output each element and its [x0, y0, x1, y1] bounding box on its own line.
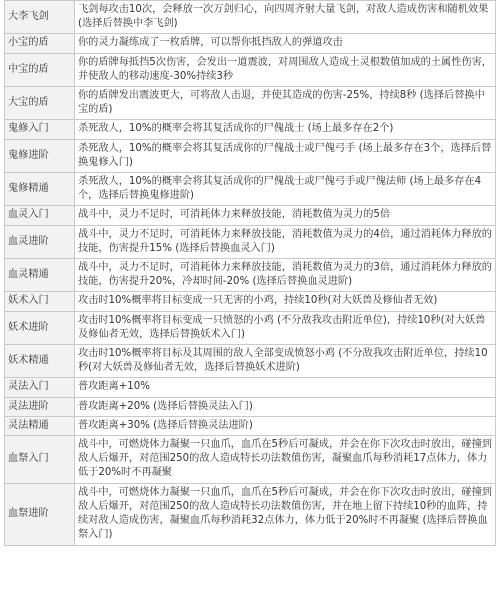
table-row [5, 34, 496, 53]
skill-description: 你的灵力凝练成了一枚盾牌，可以帮你抵挡敌人的弹道攻击 [75, 34, 496, 53]
skill-name: 灵法入门 [5, 378, 75, 397]
skill-description: 飞剑每攻击10次，会释放一次万剑归心，向四周齐射大量飞剑，对敌人造成伤害和随机效果 (选择后替换中李飞剑) [75, 1, 496, 34]
table-row [5, 436, 496, 484]
skill-description: 你的盾牌每抵挡5次伤害，会发出一道震波，对周围敌人造成土灵根数值加成的土属性伤害，并使敌人的移动速度-30%持续3秒 [75, 53, 496, 86]
skill-name: 妖术入门 [5, 292, 75, 311]
skill-name: 大宝的盾 [5, 87, 75, 120]
table-row [5, 87, 496, 120]
skill-name: 妖术精通 [5, 345, 75, 378]
skill-name: 血祭进阶 [5, 483, 75, 545]
table-row [5, 378, 496, 397]
skill-description: 攻击时10%概率将目标变成一只愤怒的小鸡 (不分敌我攻击附近单位)，持续10秒(对大妖兽及修仙者无效，选择后替换妖术入门) [75, 311, 496, 344]
skill-name: 妖术进阶 [5, 311, 75, 344]
skill-name: 灵法精通 [5, 416, 75, 435]
table-row [5, 225, 496, 258]
skill-description: 普攻距离+30% (选择后替换灵法进阶) [75, 416, 496, 435]
skill-description: 杀死敌人，10%的概率会将其复活成你的尸傀战士或尸傀弓手或尸傀法师 (场上最多存在4个，选择后替换鬼修进阶) [75, 173, 496, 206]
skill-name: 血祭入门 [5, 436, 75, 484]
skill-name: 中宝的盾 [5, 53, 75, 86]
skill-name: 血灵进阶 [5, 225, 75, 258]
skill-description: 普攻距离+10% [75, 378, 496, 397]
skill-name: 灵法进阶 [5, 397, 75, 416]
skill-description: 攻击时10%概率将目标及其周围的敌人全部变成愤怒小鸡 (不分敌我攻击附近单位，持续10秒(对大妖兽及修仙者无效，选择后替换妖术进阶) [75, 345, 496, 378]
table-row [5, 53, 496, 86]
skill-description: 战斗中，灵力不足时，可消耗体力来释放技能，消耗数值为灵力的5倍 [75, 206, 496, 225]
table-row [5, 1, 496, 34]
skill-description: 普攻距离+20% (选择后替换灵法入门) [75, 397, 496, 416]
skill-name: 小宝的盾 [5, 34, 75, 53]
skill-name: 大李飞剑 [5, 1, 75, 34]
table-row [5, 259, 496, 292]
skill-description: 战斗中，可燃烧体力凝聚一只血爪，血爪在5秒后可凝成，并会在你下次攻击时放出，碰撞到敌人后爆开，对范围250的敌人造成特长功法数值伤害，凝聚血爪每秒消耗17点体力，体力低于20%时不再凝聚 [75, 436, 496, 484]
skill-description: 攻击时10%概率将目标变成一只无害的小鸡，持续10秒(对大妖兽及修仙者无效) [75, 292, 496, 311]
skill-name: 血灵入门 [5, 206, 75, 225]
skill-name: 鬼修精通 [5, 173, 75, 206]
skill-description: 杀死敌人，10%的概率会将其复活成你的尸傀战士 (场上最多存在2个) [75, 120, 496, 139]
skill-description: 战斗中，灵力不足时，可消耗体力来释放技能，消耗数值为灵力的4倍，通过消耗体力释放的技能，伤害提升15% (选择后替换血灵入门) [75, 225, 496, 258]
table-row [5, 173, 496, 206]
skill-description: 杀死敌人，10%的概率会将其复活成你的尸傀战士或尸傀弓手 (场上最多存在3个，选择后替换鬼修入门) [75, 139, 496, 172]
skill-name: 鬼修入门 [5, 120, 75, 139]
table-row [5, 483, 496, 545]
skill-table [4, 0, 496, 546]
table-row [5, 292, 496, 311]
table-row [5, 397, 496, 416]
skill-table-body [5, 1, 496, 546]
table-row [5, 311, 496, 344]
table-row [5, 416, 496, 435]
skill-name: 鬼修进阶 [5, 139, 75, 172]
skill-description: 战斗中，可燃烧体力凝聚一只血爪，血爪在5秒后可凝成，并会在你下次攻击时放出，碰撞到敌人后爆开，对范围250的敌人造成特长功法数值伤害，并在地上留下持续10秒的血阵，持续对敌人造成伤害，凝聚血爪每秒消耗32点体力，体力低于20%时不再凝聚 (选择后替换血祭入门) [75, 483, 496, 545]
table-row [5, 345, 496, 378]
skill-description: 你的盾牌发出震波更大，可将敌人击退，并使其造成的伤害-25%，持续8秒 (选择后替换中宝的盾) [75, 87, 496, 120]
table-row [5, 206, 496, 225]
table-row [5, 139, 496, 172]
skill-name: 血灵精通 [5, 259, 75, 292]
table-row [5, 120, 496, 139]
skill-description: 战斗中，灵力不足时，可消耗体力来释放技能，消耗数值为灵力的3倍，通过消耗体力释放的技能，伤害提升20%，冷却时间-20% (选择后替换血灵进阶) [75, 259, 496, 292]
